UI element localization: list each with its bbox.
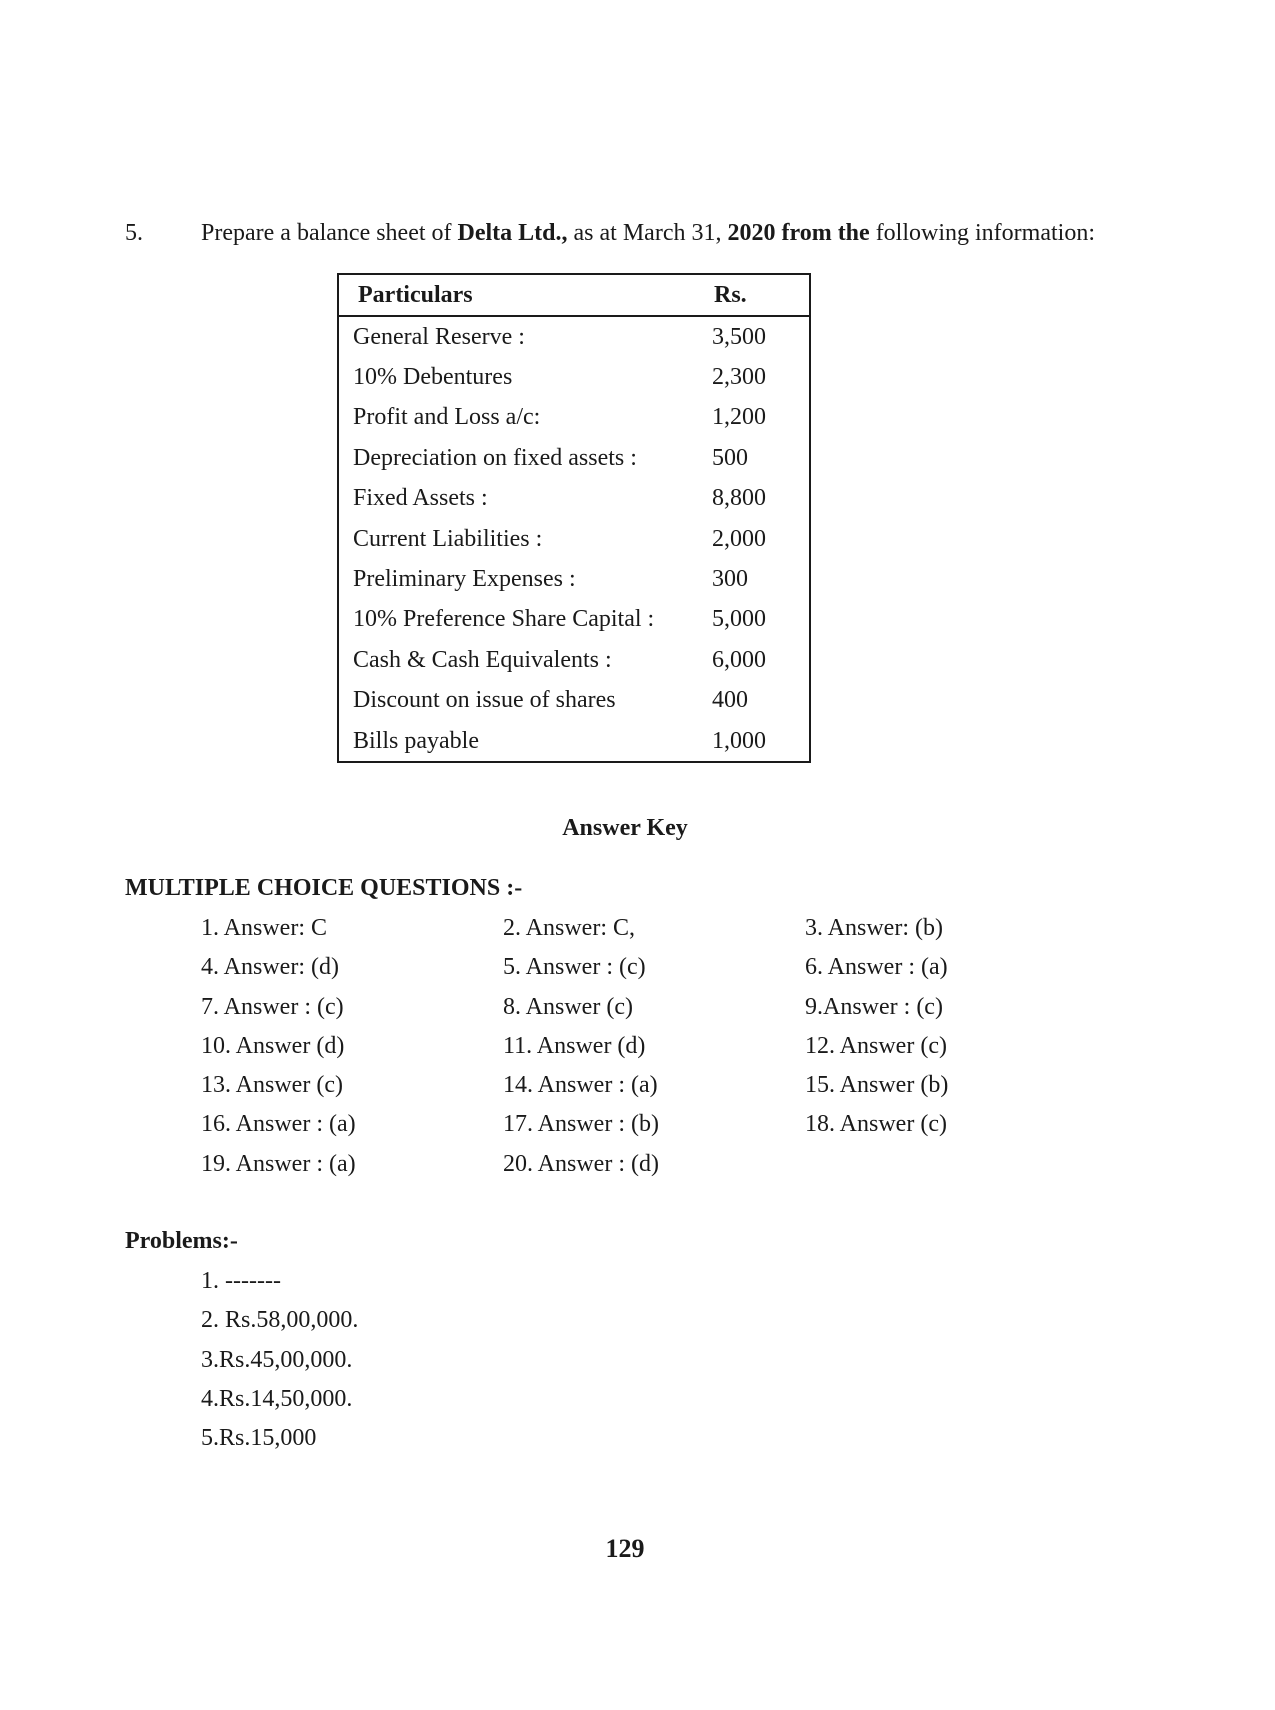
- mcq-heading: MULTIPLE CHOICE QUESTIONS :-: [125, 875, 523, 901]
- mcq-answer: 5. Answer : (c): [503, 954, 646, 981]
- mcq-answer: 14. Answer : (a): [503, 1072, 658, 1099]
- mcq-answer: 7. Answer : (c): [201, 993, 344, 1020]
- problem-answer: 4.Rs.14,50,000.: [201, 1385, 353, 1412]
- row-particular: Cash & Cash Equivalents :: [353, 646, 612, 673]
- problems-heading: Problems:-: [125, 1228, 238, 1254]
- row-amount: 2,300: [712, 364, 766, 391]
- mcq-answer: 2. Answer: C,: [503, 915, 635, 941]
- mcq-answer: 8. Answer (c): [503, 993, 633, 1020]
- table-row: [338, 559, 810, 599]
- problem-answer: 1. -------: [201, 1268, 281, 1294]
- table-row: [338, 438, 810, 478]
- table-row: [338, 640, 810, 680]
- row-amount: 1,000: [712, 727, 766, 754]
- mcq-answer: 13. Answer (c): [201, 1072, 343, 1099]
- row-particular: Fixed Assets :: [353, 485, 488, 512]
- table-row: [338, 479, 810, 519]
- row-particular: Current Liabilities :: [353, 525, 543, 552]
- mcq-answer: 20. Answer : (d): [503, 1150, 659, 1177]
- table-row: [338, 316, 810, 357]
- answer-key-title: Answer Key: [562, 815, 688, 841]
- table-row: [338, 398, 810, 438]
- row-amount: 2,000: [712, 525, 766, 552]
- row-amount: 500: [712, 444, 748, 471]
- mcq-answer: 16. Answer : (a): [201, 1111, 356, 1138]
- row-amount: 8,800: [712, 485, 766, 512]
- problem-answer: 3.Rs.45,00,000.: [201, 1346, 353, 1373]
- mcq-answer: 1. Answer: C: [201, 915, 327, 941]
- row-particular: Discount on issue of shares: [353, 687, 616, 714]
- mcq-answer: 10. Answer (d): [201, 1032, 345, 1059]
- mcq-answer: 15. Answer (b): [805, 1072, 949, 1099]
- row-amount: 5,000: [712, 606, 766, 633]
- mcq-answer: 3. Answer: (b): [805, 915, 943, 941]
- mcq-answer: 18. Answer (c): [805, 1111, 947, 1138]
- row-amount: 400: [712, 687, 748, 714]
- mcq-answer: 9.Answer : (c): [805, 993, 943, 1020]
- problem-answer: 2. Rs.58,00,000.: [201, 1307, 359, 1334]
- header-particulars: Particulars: [338, 274, 712, 316]
- question-number: 5.: [125, 220, 143, 246]
- table-row: [338, 681, 810, 721]
- row-amount: 1,200: [712, 404, 766, 431]
- row-amount: 300: [712, 566, 748, 593]
- row-amount: 3,500: [712, 323, 766, 350]
- mcq-answer: 4. Answer: (d): [201, 954, 339, 981]
- table-row: [338, 357, 810, 397]
- problems-list: [201, 1266, 358, 1462]
- page-number: 129: [605, 1534, 645, 1563]
- table-row: [338, 600, 810, 640]
- mcq-answers-grid: [201, 913, 1101, 1188]
- mcq-answer: 17. Answer : (b): [503, 1111, 659, 1138]
- particulars-table: [337, 273, 811, 763]
- row-particular: General Reserve :: [353, 323, 525, 350]
- row-particular: 10% Preference Share Capital :: [353, 606, 655, 633]
- row-particular: Depreciation on fixed assets :: [353, 444, 637, 471]
- row-particular: Preliminary Expenses :: [353, 566, 576, 593]
- table-row: [338, 519, 810, 559]
- problem-answer: 5.Rs.15,000: [201, 1425, 317, 1452]
- header-amount: Rs.: [712, 274, 810, 316]
- table-header-row: [338, 274, 810, 316]
- mcq-answer: 6. Answer : (a): [805, 954, 948, 981]
- table-row: [338, 721, 810, 762]
- row-particular: Profit and Loss a/c:: [353, 404, 541, 431]
- mcq-answer: 12. Answer (c): [805, 1032, 947, 1059]
- mcq-answer: 11. Answer (d): [503, 1032, 646, 1059]
- question-text: Prepare a balance sheet of Delta Ltd., as at March 31, 2020 from the following information:: [201, 220, 1095, 246]
- row-particular: 10% Debentures: [353, 364, 513, 391]
- mcq-answer: 19. Answer : (a): [201, 1150, 356, 1177]
- row-particular: Bills payable: [353, 727, 479, 754]
- row-amount: 6,000: [712, 646, 766, 673]
